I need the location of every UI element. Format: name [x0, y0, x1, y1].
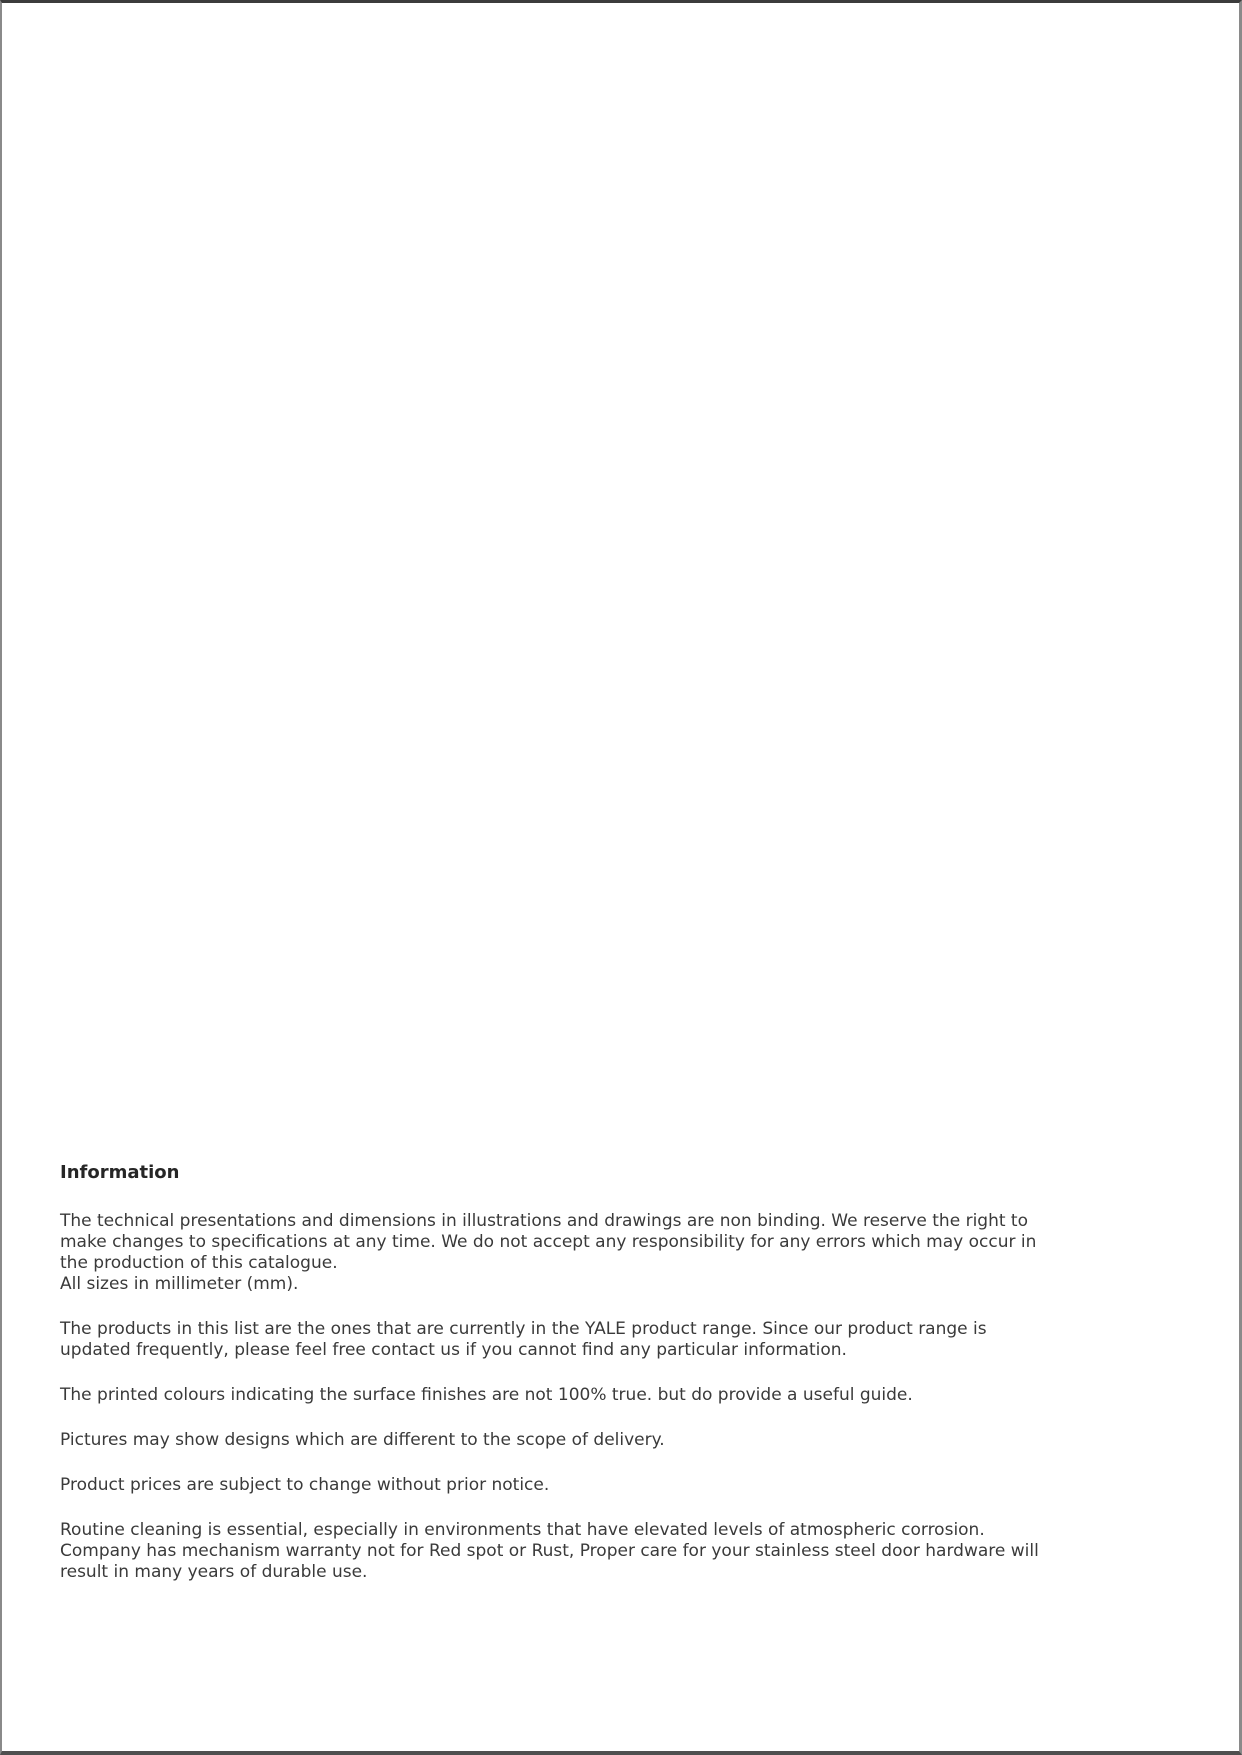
page-title: Information	[60, 1162, 180, 1183]
paragraph-pictures-designs: Pictures may show designs which are different to the scope of delivery.	[60, 1430, 665, 1450]
paragraph-printed-colours: The printed colours indicating the surface finishes are not 100% true. but do provide a useful guide.	[60, 1385, 913, 1405]
paragraph-sizes-note: All sizes in millimeter (mm).	[60, 1274, 299, 1294]
paragraph-product-prices: Product prices are subject to change without prior notice.	[60, 1475, 550, 1495]
paragraph-product-range: The products in this list are the ones that are currently in the YALE product range. Since our product range is updated frequently, please feel free contact us if you cannot find any particular information.	[60, 1319, 993, 1360]
paragraph-routine-cleaning: Routine cleaning is essential, especially in environments that have elevated levels of atmospheric corrosion. Company has mechanism warranty not for Red spot or Rust, Proper care for your stainless steel door hardware will result in many years of durable use.	[60, 1520, 1045, 1582]
paragraph-technical-disclaimer: The technical presentations and dimensions in illustrations and drawings are non binding. We reserve the right to make changes to specifications at any time. We do not accept any responsibility for any errors which may occur in the production of this catalogue.	[60, 1211, 1042, 1273]
information-section	[60, 1161, 1045, 1583]
